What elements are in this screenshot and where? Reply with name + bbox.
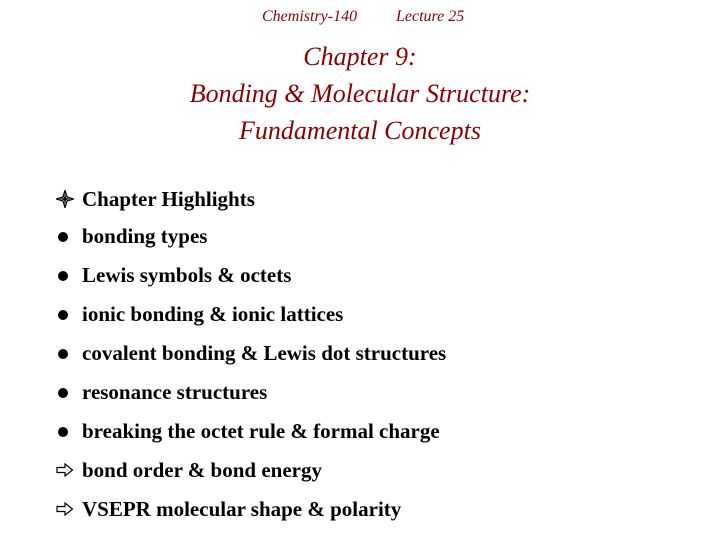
- bullet-icon: [58, 427, 68, 437]
- bullet-icon: [58, 349, 68, 359]
- arrow-icon: [56, 463, 74, 477]
- list-item-text: breaking the octet rule & formal charge: [82, 419, 440, 443]
- list-item-text: VSEPR molecular shape & polarity: [82, 497, 402, 521]
- list-item: [56, 221, 696, 260]
- slide-title: [0, 38, 720, 149]
- list-item-text: bond order & bond energy: [82, 458, 322, 482]
- bullet-icon: [58, 310, 68, 320]
- highlights-heading: [56, 184, 696, 214]
- list-item-text: resonance structures: [82, 380, 268, 404]
- slide-header: [0, 8, 720, 30]
- list-item: [56, 377, 696, 416]
- highlights-list: [56, 221, 696, 533]
- list-item: [56, 338, 696, 377]
- list-item-text: ionic bonding & ionic lattices: [82, 302, 344, 326]
- bullet-icon: [58, 232, 68, 242]
- diamond-icon: [56, 190, 74, 208]
- list-item-text: covalent bonding & Lewis dot structures: [82, 341, 447, 365]
- highlights-heading-label: Chapter Highlights: [82, 187, 255, 211]
- course-label: Chemistry-140: [262, 8, 358, 25]
- list-item: [56, 455, 696, 494]
- title-line-1: Chapter 9:: [303, 42, 417, 71]
- list-item: [56, 299, 696, 338]
- bullet-icon: [58, 271, 68, 281]
- list-item-text: bonding types: [82, 224, 208, 248]
- list-item-text: Lewis symbols & octets: [82, 263, 292, 287]
- title-line-2: Bonding & Molecular Structure:: [189, 79, 531, 108]
- list-item: [56, 260, 696, 299]
- lecture-label: Lecture 25: [396, 8, 465, 25]
- bullet-icon: [58, 388, 68, 398]
- list-item: [56, 494, 696, 533]
- arrow-icon: [56, 502, 74, 516]
- title-line-3: Fundamental Concepts: [239, 116, 481, 145]
- list-item: [56, 416, 696, 455]
- chapter-highlights: [56, 184, 696, 521]
